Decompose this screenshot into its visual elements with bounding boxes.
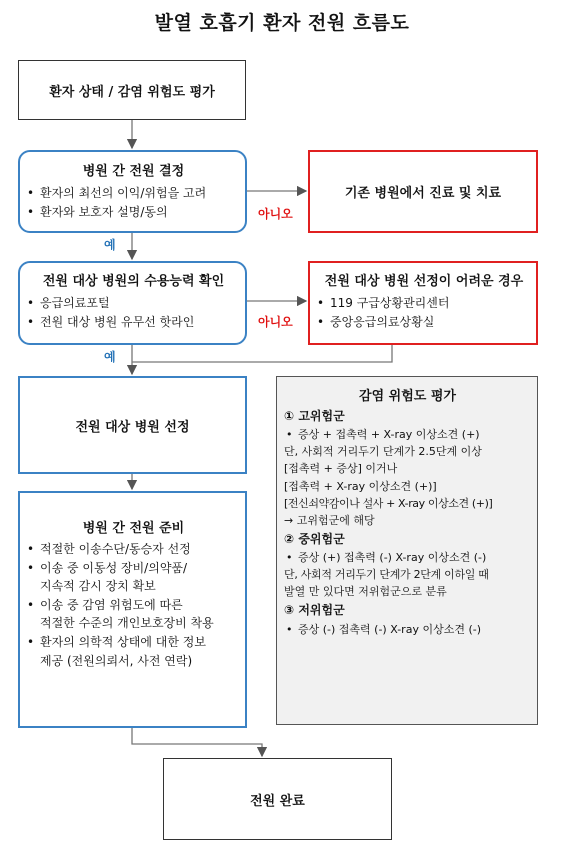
risk-high-line: [전신쇠약감이나 설사 + X-ray 이상소견 (+)] (284, 496, 493, 510)
step-assess-label: 환자 상태 / 감염 위험도 평가 (49, 84, 215, 100)
risk-high-bullet: • 증상 + 접촉력 + X-ray 이상소견 (+) (284, 426, 531, 443)
line-difficult-merge (132, 345, 392, 362)
risk-low-heading: ③ 저위험군 (284, 603, 345, 618)
step-capacity (18, 261, 247, 345)
risk-low-bullet: • 증상 (-) 접촉력 (-) X-ray 이상소견 (-) (284, 621, 531, 638)
label-no-1: 아니오 (258, 207, 293, 221)
prepare-item: • 이송 중 감염 위험도에 따른 적절한 수준의 개인보호장비 착용 (26, 596, 241, 633)
risk-mid-line: 발열 만 있다면 저위험군으로 분류 (284, 585, 447, 599)
step-complete (163, 758, 392, 840)
label-yes-2: 예 (104, 350, 116, 364)
decision-title: 병원 간 전원 결정 (82, 164, 185, 179)
step-select (18, 376, 247, 474)
difficult-title: 전원 대상 병원 선정이 어려운 경우 (324, 274, 524, 289)
risk-title: 감염 위험도 평가 (359, 389, 456, 404)
risk-high-line: [접촉력 + X-ray 이상소견 (+)] (284, 479, 437, 493)
risk-high-line: 단, 사회적 거리두기 단계가 2.5단계 이상 (284, 445, 482, 459)
risk-mid-heading: ② 중위험군 (284, 531, 345, 546)
capacity-title: 전원 대상 병원의 수용능력 확인 (42, 274, 225, 289)
step-difficult (308, 261, 538, 345)
risk-high-line: [접촉력 + 증상] 이거나 (284, 462, 398, 476)
step-complete-label: 전원 완료 (250, 793, 305, 809)
step-prepare (18, 491, 247, 728)
step-assess (18, 60, 246, 120)
step-existing-label: 기존 병원에서 진료 및 치료 (344, 186, 502, 201)
step-select-label: 전원 대상 병원 선정 (75, 419, 190, 435)
arrow-prepare-complete (132, 728, 262, 756)
prepare-item: • 이송 중 이동성 장비/의약품/ 지속적 감시 장치 확보 (26, 559, 241, 596)
risk-mid-line: 단, 사회적 거리두기 단계가 2단계 이하일 때 (284, 568, 489, 582)
page-title: 발열 호흡기 환자 전원 흐름도 (154, 12, 410, 34)
risk-high-heading: ① 고위험군 (284, 409, 345, 423)
prepare-title: 병원 간 전원 준비 (82, 521, 185, 536)
risk-high-line: → 고위험군에 해당 (284, 513, 375, 527)
capacity-item: • 전원 대상 병원 유무선 핫라인 (26, 313, 241, 332)
step-existing (308, 150, 538, 233)
decision-item: • 환자의 최선의 이익/위험을 고려 (26, 184, 241, 203)
step-decision (18, 150, 247, 233)
risk-mid-bullet: • 증상 (+) 접촉력 (-) X-ray 이상소견 (-) (284, 549, 531, 566)
prepare-item: • 환자의 의학적 상태에 대한 정보 제공 (전원의뢰서, 사전 연락) (26, 633, 241, 670)
capacity-item: • 응급의료포털 (26, 294, 241, 313)
label-yes-1: 예 (104, 238, 116, 252)
label-no-2: 아니오 (258, 315, 293, 329)
difficult-item: • 중앙응급의료상황실 (316, 313, 532, 332)
risk-panel (276, 376, 538, 725)
difficult-item: • 119 구급상황관리센터 (316, 294, 532, 313)
prepare-item: • 적절한 이송수단/동승자 선정 (26, 540, 241, 559)
decision-item: • 환자와 보호자 설명/동의 (26, 203, 241, 222)
